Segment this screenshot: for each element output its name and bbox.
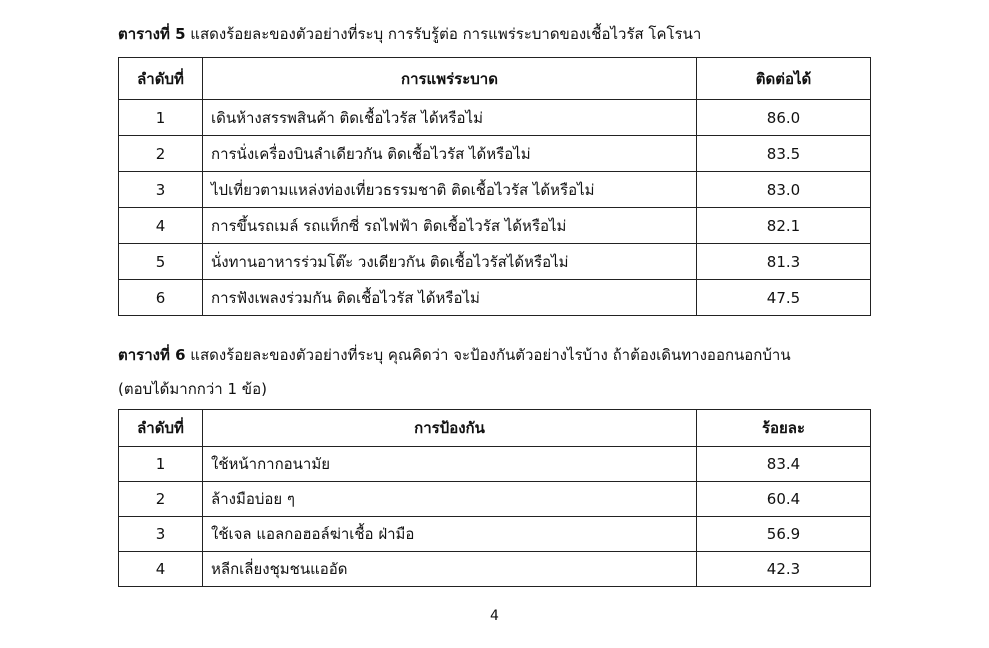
column-header-no: ลำดับที่	[119, 410, 203, 447]
row-value: 86.0	[697, 100, 871, 136]
row-item: เดินห้างสรรพสินค้า ติดเชื้อไวรัส ได้หรือไม่	[203, 100, 697, 136]
table5-caption	[118, 24, 701, 44]
row-number: 4	[119, 552, 203, 587]
table6-caption-text: แสดงร้อยละของตัวอย่างที่ระบุ คุณคิดว่า จะป้องกันตัวอย่างไรบ้าง ถ้าต้องเดินทางออกนอกบ้าน	[190, 346, 791, 364]
table-row	[119, 517, 871, 552]
table6-caption-note: (ตอบได้มากกว่า 1 ข้อ)	[118, 380, 267, 398]
row-value: 60.4	[697, 482, 871, 517]
table5-caption-label: ตารางที่ 5	[118, 25, 186, 43]
column-header-value: ร้อยละ	[697, 410, 871, 447]
column-header-item: การป้องกัน	[203, 410, 697, 447]
table5-perception	[118, 57, 871, 316]
row-value: 83.5	[697, 136, 871, 172]
table-row	[119, 100, 871, 136]
table-header-row	[119, 58, 871, 100]
row-item: ใช้หน้ากากอนามัย	[203, 447, 697, 482]
row-number: 3	[119, 172, 203, 208]
row-value: 82.1	[697, 208, 871, 244]
row-number: 2	[119, 482, 203, 517]
column-header-value: ติดต่อได้	[697, 58, 871, 100]
table-header-row	[119, 410, 871, 447]
page-number: 4	[490, 608, 499, 624]
column-header-no: ลำดับที่	[119, 58, 203, 100]
row-value: 47.5	[697, 280, 871, 316]
row-number: 1	[119, 100, 203, 136]
row-value: 42.3	[697, 552, 871, 587]
row-item: ใช้เจล แอลกอฮอล์ฆ่าเชื้อ ฝ่ามือ	[203, 517, 697, 552]
table-row	[119, 552, 871, 587]
table-row	[119, 208, 871, 244]
row-number: 1	[119, 447, 203, 482]
row-number: 3	[119, 517, 203, 552]
row-value: 83.4	[697, 447, 871, 482]
column-header-item: การแพร่ระบาด	[203, 58, 697, 100]
table-row	[119, 136, 871, 172]
row-value: 81.3	[697, 244, 871, 280]
row-item: การฟังเพลงร่วมกัน ติดเชื้อไวรัส ได้หรือไม่	[203, 280, 697, 316]
row-value: 83.0	[697, 172, 871, 208]
table6-prevention	[118, 409, 871, 587]
table-row	[119, 280, 871, 316]
table6-caption-label: ตารางที่ 6	[118, 346, 186, 364]
table-row	[119, 244, 871, 280]
table6-caption	[118, 345, 791, 365]
row-number: 6	[119, 280, 203, 316]
row-item: การนั่งเครื่องบินลำเดียวกัน ติดเชื้อไวรัส ได้หรือไม่	[203, 136, 697, 172]
row-number: 2	[119, 136, 203, 172]
table-row	[119, 482, 871, 517]
row-number: 4	[119, 208, 203, 244]
table5-caption-text: แสดงร้อยละของตัวอย่างที่ระบุ การรับรู้ต่อ การแพร่ระบาดของเชื้อไวรัส โคโรนา	[190, 25, 702, 43]
row-item: ล้างมือบ่อย ๆ	[203, 482, 697, 517]
table-row	[119, 447, 871, 482]
row-item: นั่งทานอาหารร่วมโต๊ะ วงเดียวกัน ติดเชื้อไวรัสได้หรือไม่	[203, 244, 697, 280]
table-row	[119, 172, 871, 208]
row-item: การขึ้นรถเมล์ รถแท็กซี่ รถไฟฟ้า ติดเชื้อไวรัส ได้หรือไม่	[203, 208, 697, 244]
row-item: ไปเที่ยวตามแหล่งท่องเที่ยวธรรมชาติ ติดเชื้อไวรัส ได้หรือไม่	[203, 172, 697, 208]
row-value: 56.9	[697, 517, 871, 552]
row-item: หลีกเลี่ยงชุมชนแออัด	[203, 552, 697, 587]
row-number: 5	[119, 244, 203, 280]
